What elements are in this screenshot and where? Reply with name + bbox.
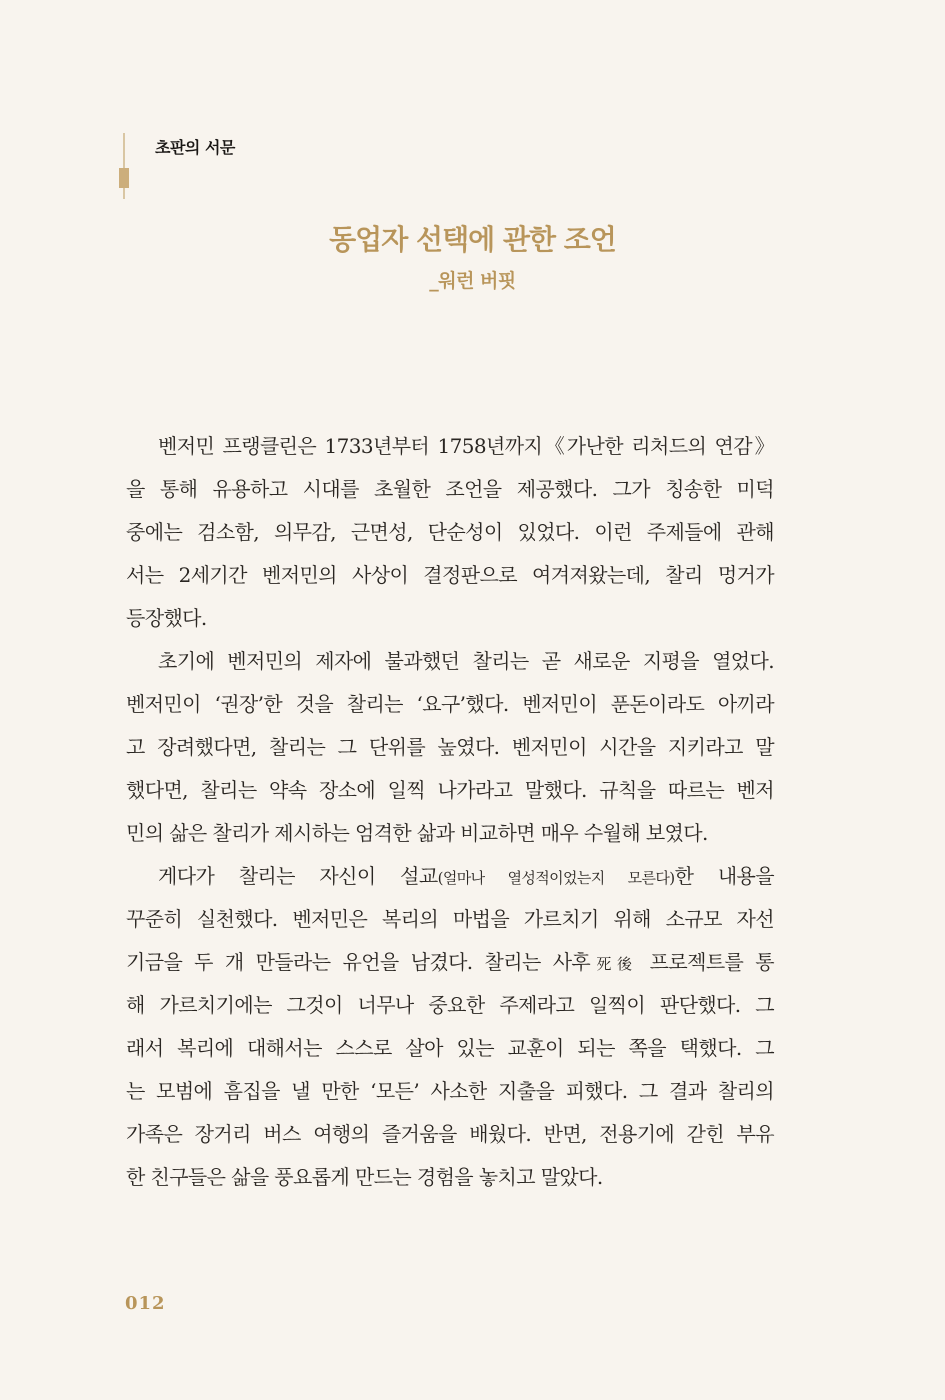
paragraph-3-line-7: 가족은 장거리 버스 여행의 즐거움을 배웠다. 반면, 전용기에 갇힌 부유: [126, 1122, 774, 1146]
page-number: 012: [125, 1293, 166, 1314]
paragraph-3-line-3: [126, 941, 774, 984]
chapter-author: _워런 버핏: [429, 270, 516, 292]
text-segment: 프로젝트를 통: [637, 950, 774, 974]
paragraph-1-line-5: 등장했다.: [126, 606, 207, 630]
section-marker-block: [119, 168, 129, 188]
paragraph-2-line-5: 민의 삶은 찰리가 제시하는 엄격한 삶과 비교하면 매우 수월해 보였다.: [126, 821, 708, 845]
paragraph-1-line-4: 서는 2세기간 벤저민의 사상이 결정판으로 여겨져왔는데, 찰리 멍거가: [126, 563, 774, 587]
section-marker-line: [123, 133, 125, 199]
paragraph-1-line-3: 중에는 검소함, 의무감, 근면성, 단순성이 있었다. 이런 주제들에 관해: [126, 520, 774, 544]
text-segment: 게다가 찰리는 자신이 설교: [158, 864, 438, 888]
title-block: [0, 220, 945, 296]
paragraph-3-line-2: 꾸준히 실천했다. 벤저민은 복리의 마법을 가르치기 위해 소규모 자선: [126, 907, 774, 931]
paragraph-3-line-1: [126, 855, 774, 898]
paragraph-1-line-1: 벤저민 프랭클린은 1733년부터 1758년까지《가난한 리처드의 연감》: [158, 434, 774, 458]
chapter-title: 동업자 선택에 관한 조언: [329, 223, 616, 256]
paragraph-3-line-6: 는 모범에 흠집을 낼 만한 ‘모든’ 사소한 지출을 피했다. 그 결과 찰리의: [126, 1079, 774, 1103]
paragraph-3-line-4: 해 가르치기에는 그것이 너무나 중요한 주제라고 일찍이 판단했다. 그: [126, 993, 774, 1017]
paragraph-2-line-2: 벤저민이 ‘권장’한 것을 찰리는 ‘요구’했다. 벤저민이 푼돈이라도 아끼라: [126, 692, 774, 716]
paragraph-3-line-5: 래서 복리에 대해서는 스스로 살아 있는 교훈이 되는 쪽을 택했다. 그: [126, 1036, 774, 1060]
text-segment: 기금을 두 개 만들라는 유언을 남겼다. 찰리는 사후: [126, 950, 591, 974]
parenthetical-note: (얼마나 열성적이었는지 모른다): [437, 869, 675, 887]
paragraph-2-line-1: 초기에 벤저민의 제자에 불과했던 찰리는 곧 새로운 지평을 열었다.: [158, 649, 774, 673]
body-text: [126, 425, 774, 1199]
hanja-annotation: 死後: [590, 955, 638, 973]
section-label: 초판의 서문: [155, 138, 235, 157]
paragraph-2-line-3: 고 장려했다면, 찰리는 그 단위를 높였다. 벤저민이 시간을 지키라고 말: [126, 735, 774, 759]
text-segment: 한 내용을: [674, 864, 774, 888]
paragraph-2-line-4: 했다면, 찰리는 약속 장소에 일찍 나가라고 말했다. 규칙을 따르는 벤저: [126, 778, 774, 802]
paragraph-3-line-8: 한 친구들은 삶을 풍요롭게 만드는 경험을 놓치고 말았다.: [126, 1165, 603, 1189]
paragraph-1-line-2: 을 통해 유용하고 시대를 초월한 조언을 제공했다. 그가 칭송한 미덕: [126, 477, 774, 501]
